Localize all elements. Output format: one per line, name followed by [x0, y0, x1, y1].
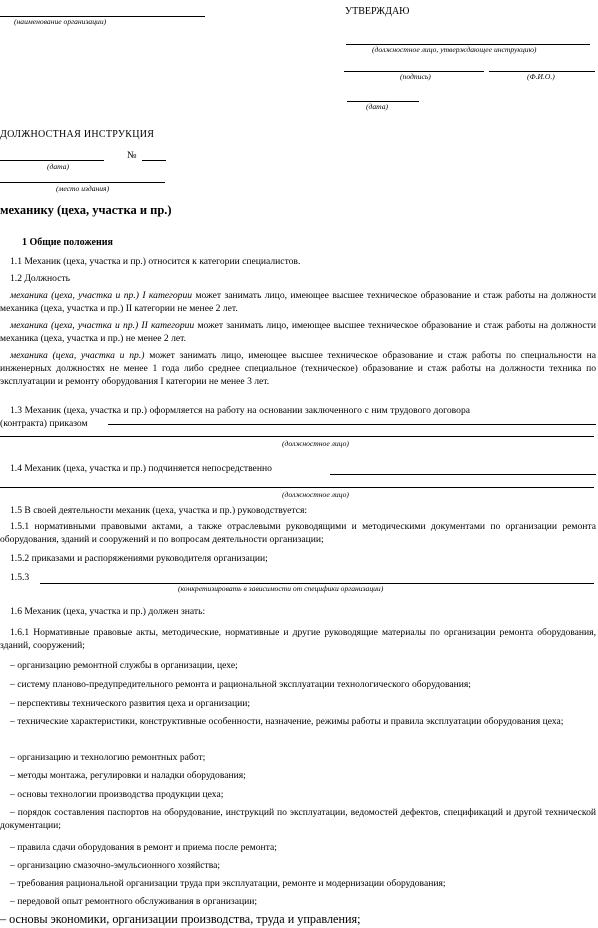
doc-number-line	[142, 160, 166, 161]
signature-caption: (подпись)	[400, 72, 431, 81]
para-1-3-caption: (должностное лицо)	[282, 439, 349, 448]
bullet-5: – организацию и технологию ремонтных работ;	[10, 752, 206, 763]
para-category-1	[0, 290, 596, 316]
para-category-2	[0, 320, 596, 346]
para-1-3: 1.3 Механик (цеха, участка и пр.) оформляется на работу на основании заключенного с ним трудового договора (контракта) приказом	[0, 405, 470, 429]
bullet-6: – методы монтажа, регулировки и наладки оборудования;	[10, 770, 246, 781]
para-category-3	[0, 350, 596, 389]
para-1-6-1: 1.6.1 Нормативные правовые акты, методические, нормативные и другие руководящие материалы по организации ремонта оборудования, зданий, сооружений;	[0, 627, 596, 651]
section-1-title: 1 Общие положения	[22, 237, 113, 248]
bullet-8: – порядок составления паспортов на оборудование, инструкций по эксплуатации, ведомостей дефектов, спецификаций и другой технической документации;	[0, 807, 596, 831]
para-1-5-2: 1.5.2 приказами и распоряжениями руководителя организации;	[10, 553, 268, 564]
category-3-text: может занимать лицо, имеющее высшее техническое образование и стаж работы по специальности на инженерных должностях не менее 1 года либо среднее специальное (техническое) образование и стаж работы на должности техника по эксплуатации и ремонту оборудования I категории не менее 3 лет.	[0, 350, 596, 387]
para-1-6: 1.6 Механик (цеха, участка и пр.) должен знать:	[10, 606, 206, 617]
number-sign: №	[127, 150, 137, 161]
place-line	[0, 182, 165, 183]
approve-date-caption: (дата)	[366, 102, 389, 111]
supervisor-line-2	[0, 487, 594, 488]
approve-heading: УТВЕРЖДАЮ	[345, 6, 410, 17]
bullet-12: – передовой опыт ремонтного обслуживания в организации;	[10, 896, 258, 907]
order-line-2	[0, 436, 594, 437]
para-1-2: 1.2 Должность	[10, 273, 71, 284]
doc-date-caption: (дата)	[47, 162, 70, 171]
bullet-7: – основы технологии производства продукции цеха;	[10, 789, 224, 800]
bullet-3: – перспективы технического развития цеха и организации;	[10, 698, 251, 709]
bullet-10: – организацию смазочно-эмульсионного хозяйства;	[10, 860, 221, 871]
document-subject: механику (цеха, участка и пр.)	[0, 203, 172, 217]
para-1-4-caption: (должностное лицо)	[282, 490, 349, 499]
org-name-caption: (наименование организации)	[14, 17, 107, 26]
category-2-text: может занимать лицо, имеющее высшее техническое образование и стаж работы на должности механика (цеха, участка и пр.) не менее 2 лет.	[0, 320, 597, 344]
category-3-label: механика (цеха, участка и пр.)	[10, 350, 145, 361]
category-1-label: механика (цеха, участка и пр.) I категории	[10, 290, 193, 301]
document-title: ДОЛЖНОСТНАЯ ИНСТРУКЦИЯ	[0, 129, 155, 140]
bullet-13: – основы экономики, организации производства, труда и управления;	[0, 912, 361, 926]
order-line-1	[108, 424, 596, 425]
bullet-4: – технические характеристики, конструктивные особенности, назначение, режимы работы и правила эксплуатации оборудования цеха;	[10, 716, 564, 727]
approver-position-caption: (должностное лицо, утверждающее инструкцию)	[372, 45, 537, 54]
para-1-5-3: 1.5.3	[10, 572, 30, 583]
full-name-caption: (Ф.И.О.)	[527, 72, 555, 81]
bullet-1: – организацию ремонтной службы в организации, цехе;	[10, 660, 238, 671]
place-caption: (место издания)	[56, 184, 110, 193]
category-2-label: механика (цеха, участка и пр.) II категории	[10, 320, 195, 331]
bullet-11: – требования рациональной организации труда при эксплуатации, ремонте и модернизации оборудования;	[10, 878, 446, 889]
para-1-5-3-caption: (конкретизировать в зависимости от специфики организации)	[178, 584, 384, 593]
bullet-9: – правила сдачи оборудования в ремонт и приема после ремонта;	[10, 842, 277, 853]
category-1-text: может занимать лицо, имеющее высшее техническое образование и стаж работы на должности механика (цеха, участка и пр.) II категории не менее 2 лет.	[0, 290, 596, 314]
para-1-1: 1.1 Механик (цеха, участка и пр.) относится к категории специалистов.	[10, 256, 301, 267]
supervisor-line-1	[330, 474, 596, 475]
para-1-5-1: 1.5.1 нормативными правовыми актами, а также отраслевыми руководящими и методическими документами по организации ремонта оборудования, зданий и сооружений и по вопросам деятельности организации;	[0, 521, 596, 545]
bullet-2: – систему планово-предупредительного ремонта и рациональной эксплуатации технологического оборудования;	[10, 679, 471, 690]
para-1-4: 1.4 Механик (цеха, участка и пр.) подчиняется непосредственно	[10, 463, 272, 474]
para-1-5: 1.5 В своей деятельности механик (цеха, участка и пр.) руководствуется:	[10, 505, 308, 516]
doc-date-line	[0, 160, 104, 161]
